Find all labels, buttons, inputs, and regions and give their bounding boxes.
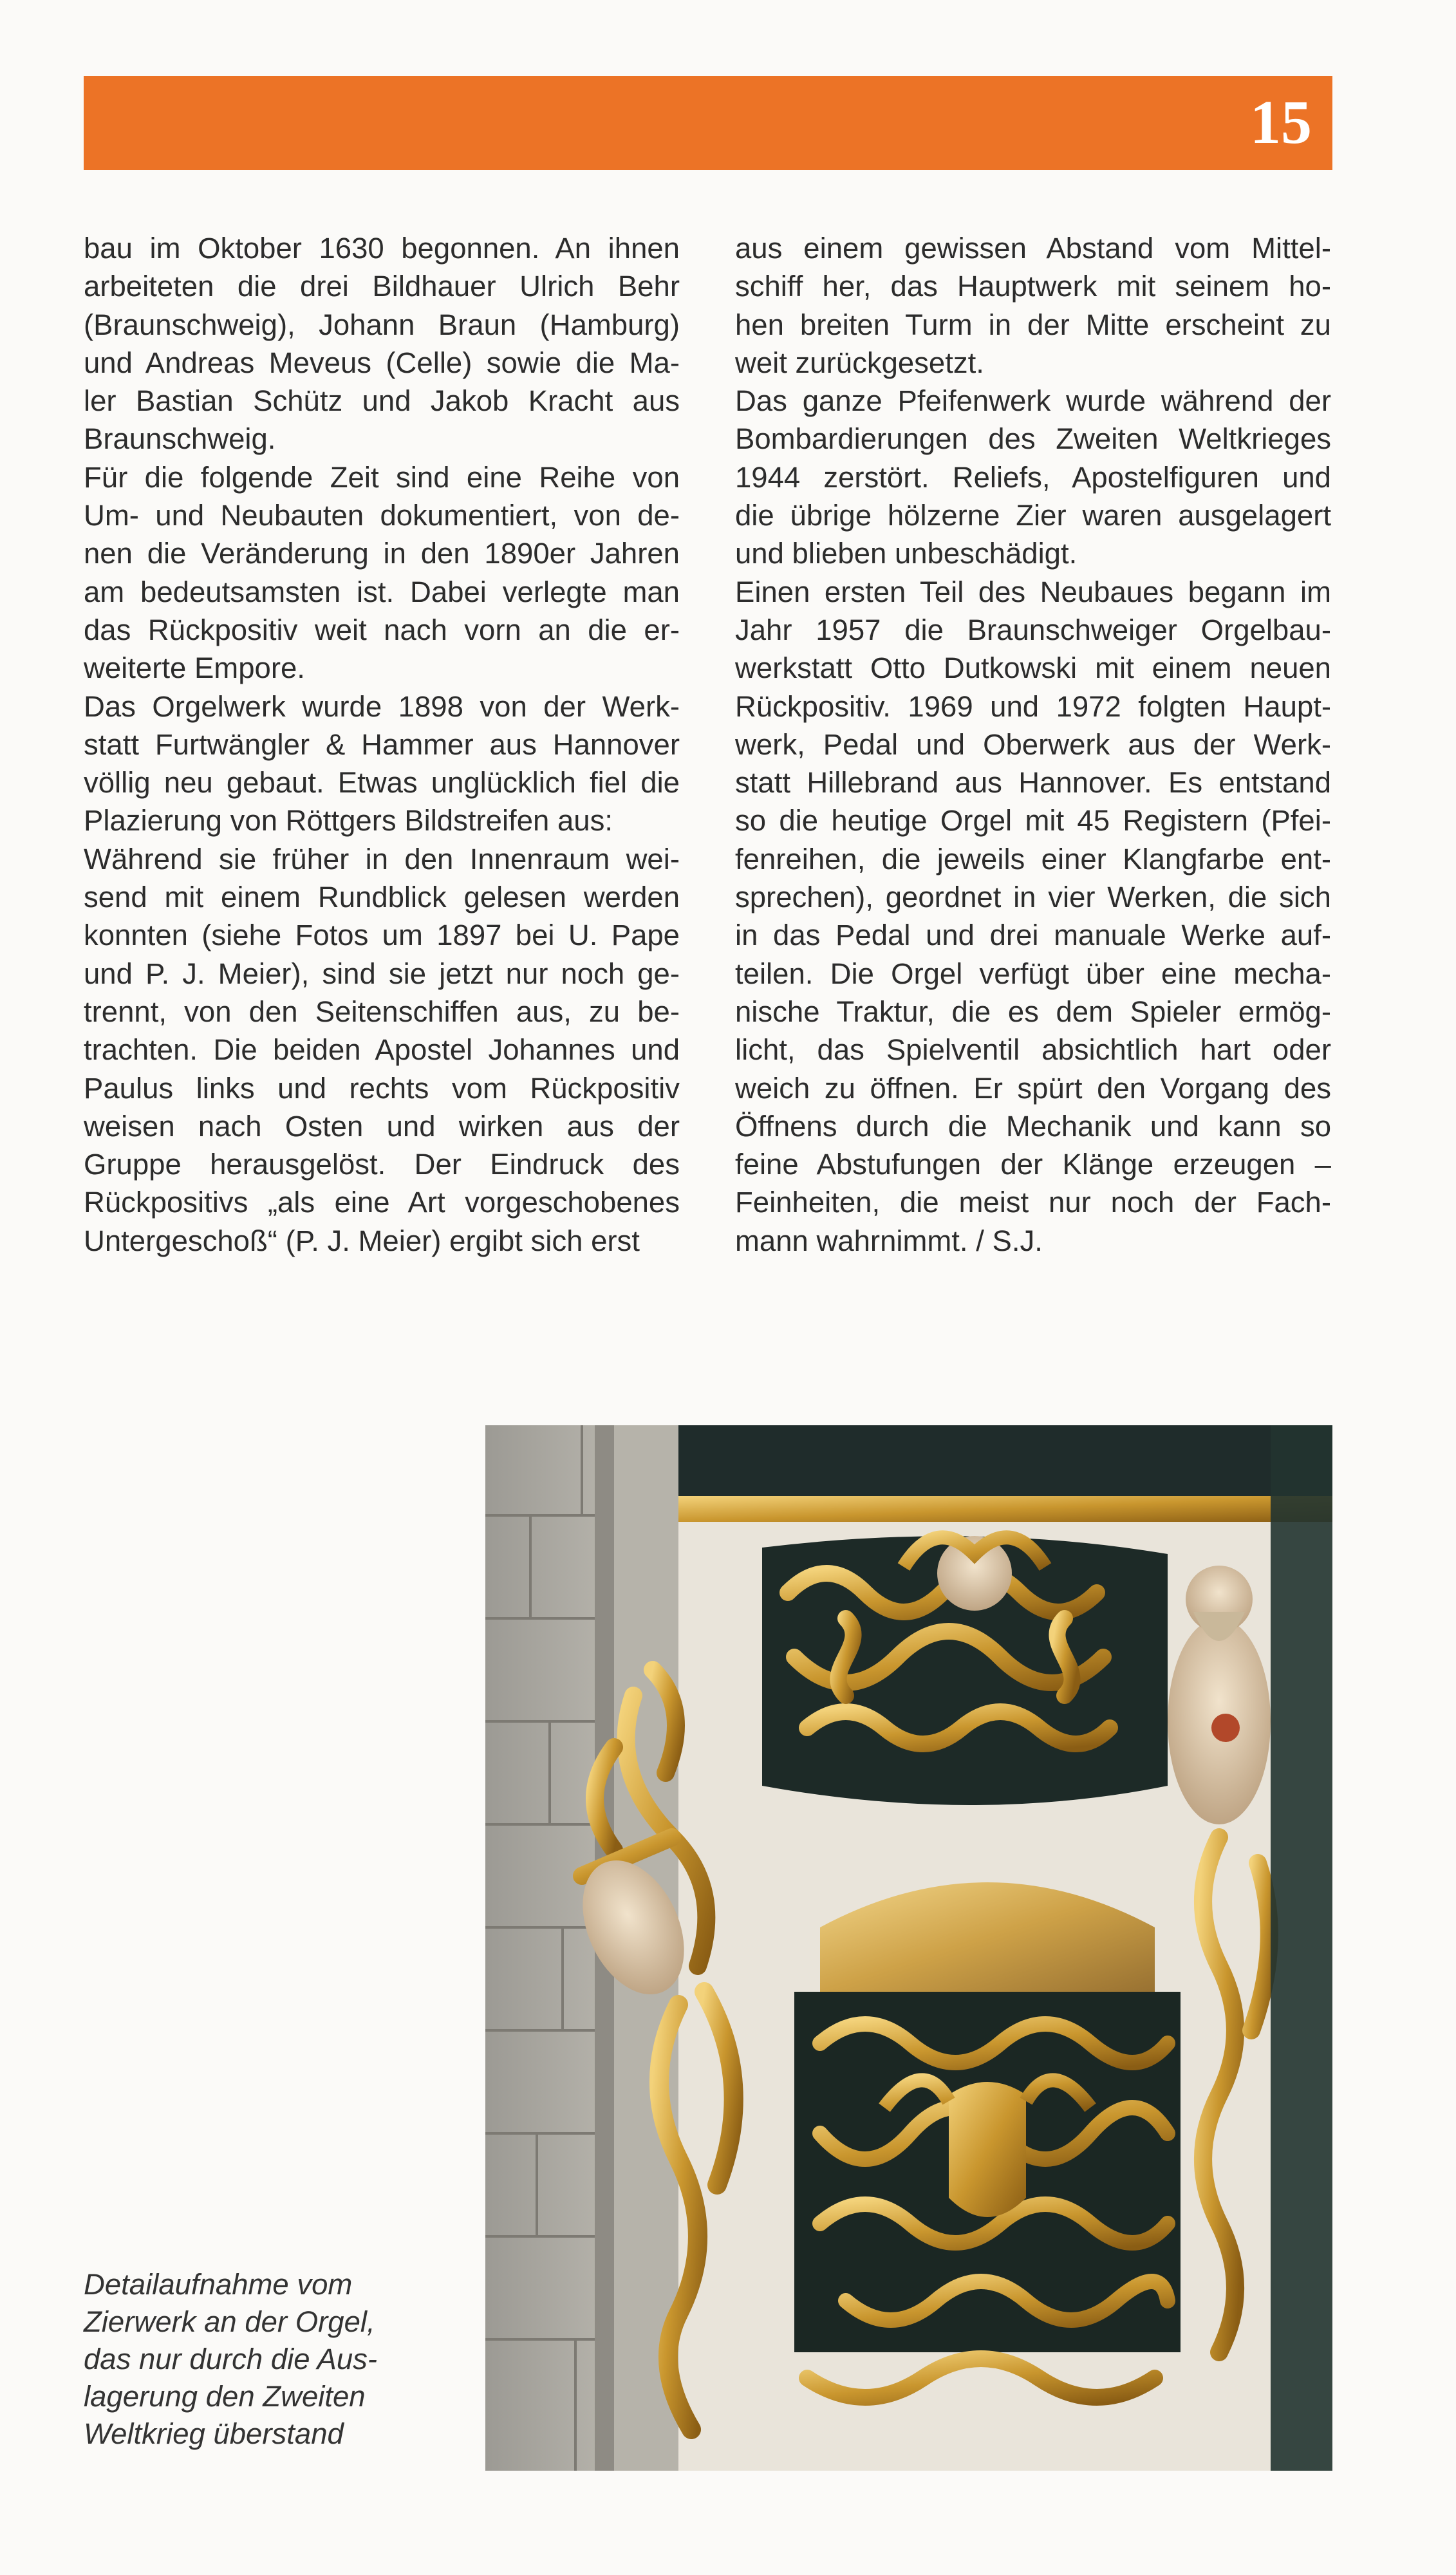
text-line: Jahr 1957 die Braunschweiger Orgelbau- — [735, 613, 1331, 646]
photo-caption — [84, 2266, 444, 2453]
text-line: die übrige hölzerne Zier waren ausgelagert — [735, 499, 1331, 532]
caption-line: Detailaufnahme vom — [84, 2268, 353, 2301]
text-line: trachten. Die beiden Apostel Johannes und — [84, 1033, 680, 1067]
text-line: Plazierung von Röttgers Bildstreifen aus: — [84, 804, 613, 838]
text-line: teilen. Die Orgel verfügt über eine mecha- — [735, 957, 1331, 990]
text-line: feine Abstufungen der Klänge erzeugen – — [735, 1148, 1331, 1181]
text-line: schiff her, das Hauptwerk mit seinem ho- — [735, 270, 1331, 303]
text-line: und Andreas Meveus (Celle) sowie die Ma- — [84, 346, 680, 379]
text-column-left — [84, 229, 680, 1260]
text-line: das Rückpositiv weit nach vorn an die er- — [84, 613, 680, 646]
text-line: mann wahrnimmt. / S.J. — [735, 1224, 1043, 1257]
text-line: aus einem gewissen Abstand vom Mittel- — [735, 232, 1331, 265]
caption-line: Weltkrieg überstand — [84, 2417, 344, 2450]
text-line: hen breiten Turm in der Mitte erscheint zu — [735, 308, 1331, 341]
text-line: statt Hillebrand aus Hannover. Es entstand — [735, 766, 1331, 800]
text-line: weich zu öffnen. Er spürt den Vorgang des — [735, 1071, 1331, 1105]
text-line: send mit einem Rundblick gelesen werden — [84, 881, 680, 914]
text-line: Das ganze Pfeifenwerk wurde während der — [735, 384, 1331, 418]
text-line: weiterte Empore. — [84, 651, 305, 685]
text-line: statt Furtwängler & Hammer aus Hannover — [84, 727, 680, 761]
caption-line: lagerung den Zweiten — [84, 2380, 366, 2413]
text-line: nen die Veränderung in den 1890er Jahren — [84, 537, 680, 570]
text-line: Gruppe herausgelöst. Der Eindruck des — [84, 1148, 680, 1181]
text-line: Braunschweig. — [84, 422, 276, 456]
text-line: werkstatt Otto Dutkowski mit einem neuen — [735, 651, 1331, 685]
text-line: völlig neu gebaut. Etwas unglücklich fiel die — [84, 766, 680, 800]
text-line: und blieben unbeschädigt. — [735, 537, 1078, 570]
text-line: ler Bastian Schütz und Jakob Kracht aus — [84, 384, 680, 418]
text-line: Feinheiten, die meist nur noch der Fach- — [735, 1186, 1331, 1219]
text-line: licht, das Spielventil absichtlich hart oder — [735, 1033, 1331, 1067]
text-line: Bombardierungen des Zweiten Weltkrieges — [735, 422, 1331, 456]
text-line: sprechen), geordnet in vier Werken, die sich — [735, 881, 1331, 914]
header-bar — [84, 76, 1332, 170]
text-line: Für die folgende Zeit sind eine Reihe von — [84, 460, 680, 494]
text-line: am bedeutsamsten ist. Dabei verlegte man — [84, 575, 680, 608]
text-line: weit zurückgesetzt. — [735, 346, 984, 379]
text-line: Öffnens durch die Mechanik und kann so — [735, 1109, 1331, 1143]
text-line: fenreihen, die jeweils einer Klangfarbe ent- — [735, 842, 1331, 876]
text-line: weisen nach Osten und wirken aus der — [84, 1109, 680, 1143]
text-line: bau im Oktober 1630 begonnen. An ihnen — [84, 232, 680, 265]
caption-line: das nur durch die Aus- — [84, 2343, 378, 2375]
text-line: Das Orgelwerk wurde 1898 von der Werk- — [84, 689, 680, 723]
text-line: Während sie früher in den Innenraum wei- — [84, 842, 680, 876]
text-line: Rückpositivs „als eine Art vorgeschobenes — [84, 1186, 680, 1219]
caption-line: Zierwerk an der Orgel, — [84, 2305, 375, 2338]
text-line: (Braunschweig), Johann Braun (Hamburg) — [84, 308, 680, 341]
text-line: Um- und Neubauten dokumentiert, von de- — [84, 499, 680, 532]
text-line: konnten (siehe Fotos um 1897 bei U. Pape — [84, 919, 680, 952]
text-line: Rückpositiv. 1969 und 1972 folgten Haupt- — [735, 689, 1331, 723]
organ-ornament-photo — [485, 1425, 1332, 2471]
text-line: Einen ersten Teil des Neubaues begann im — [735, 575, 1331, 608]
text-line: und P. J. Meier), sind sie jetzt nur noch ge- — [84, 957, 680, 990]
text-line: nische Traktur, die es dem Spieler ermög- — [735, 995, 1331, 1028]
page-number: 15 — [1250, 88, 1312, 156]
text-column-right — [735, 229, 1331, 1260]
text-line: Paulus links und rechts vom Rückpositiv — [84, 1071, 680, 1105]
text-line: Untergeschoß“ (P. J. Meier) ergibt sich erst — [84, 1224, 640, 1257]
text-line: 1944 zerstört. Reliefs, Apostelfiguren und — [735, 460, 1331, 494]
text-line: arbeiteten die drei Bildhauer Ulrich Behr — [84, 270, 680, 303]
text-line: trennt, von den Seitenschiffen aus, zu be- — [84, 995, 680, 1028]
text-line: in das Pedal und drei manuale Werke auf- — [735, 919, 1331, 952]
text-line: werk, Pedal und Oberwerk aus der Werk- — [735, 727, 1331, 761]
text-line: so die heutige Orgel mit 45 Registern (Pfei- — [735, 804, 1331, 838]
